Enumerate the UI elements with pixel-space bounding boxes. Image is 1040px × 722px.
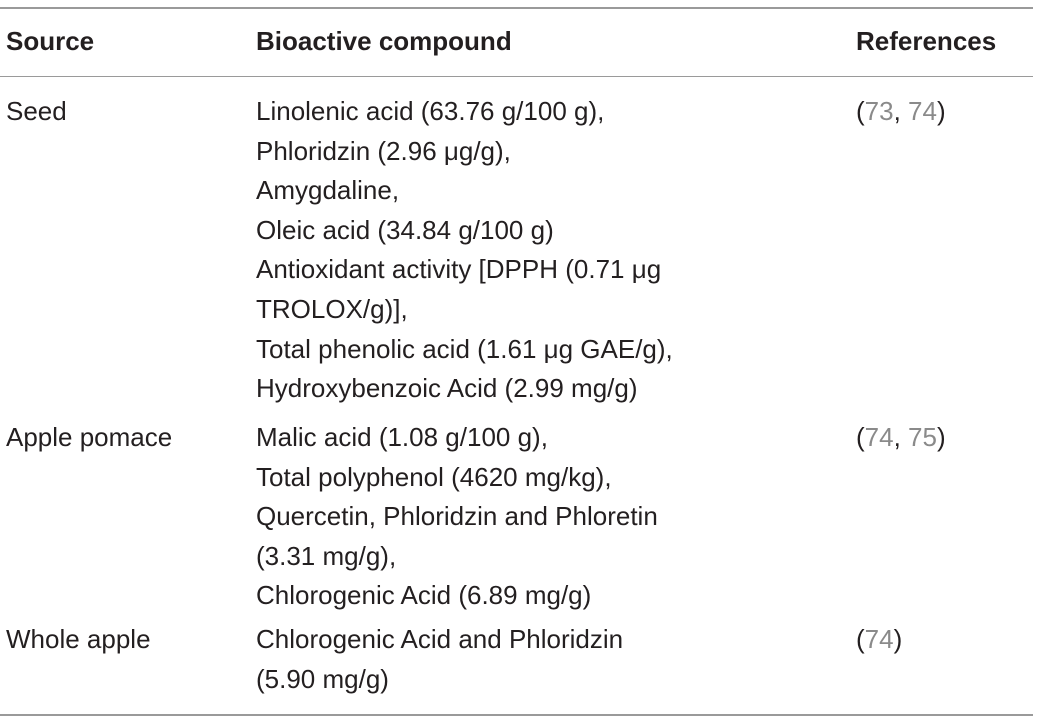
reference-link[interactable]: 74: [864, 422, 894, 452]
compound-line: Malic acid (1.08 g/100 g),: [256, 422, 548, 452]
compound-line: Total phenolic acid (1.61 μg GAE/g),: [256, 333, 673, 364]
source-cell: Apple pomace: [6, 422, 173, 452]
compound-line: TROLOX/g)],: [256, 293, 408, 324]
ref-close-paren: ): [936, 96, 946, 126]
references-cell: [856, 418, 946, 458]
ref-open-paren: (: [856, 422, 865, 452]
compound-line: Hydroxybenzoic Acid (2.99 mg/g): [256, 373, 638, 404]
compound-line: Chlorogenic Acid and Phloridzin: [256, 624, 624, 654]
references-cell: [856, 92, 946, 132]
table-top-rule: [0, 7, 1033, 9]
compound-line: Total polyphenol (4620 mg/kg),: [256, 461, 612, 492]
header-bioactive-compound: Bioactive compound: [256, 26, 512, 56]
reference-link[interactable]: 74: [908, 96, 937, 126]
table-header-rule: [0, 76, 1033, 77]
compound-cell: [256, 418, 658, 616]
ref-open-paren: (: [856, 624, 865, 654]
ref-close-paren: ): [936, 422, 946, 452]
compound-cell: [256, 620, 623, 699]
table-bottom-rule: [0, 714, 1033, 716]
source-cell: Seed: [6, 96, 67, 126]
reference-link[interactable]: 75: [908, 422, 937, 452]
source-cell: Whole apple: [6, 624, 151, 654]
compound-line: Chlorogenic Acid (6.89 mg/g): [256, 580, 592, 611]
compound-line: (5.90 mg/g): [256, 663, 389, 694]
reference-link[interactable]: 74: [864, 624, 894, 654]
header-references: References: [856, 26, 997, 56]
ref-open-paren: (: [856, 96, 865, 126]
compound-line: Phloridzin (2.96 μg/g),: [256, 135, 511, 166]
compound-line: Amygdaline,: [256, 175, 400, 206]
compound-line: Quercetin, Phloridzin and Phloretin: [256, 501, 658, 532]
header-source: Source: [6, 26, 95, 56]
compound-line: Antioxidant activity [DPPH (0.71 μg: [256, 254, 662, 285]
references-cell: [856, 620, 902, 660]
compound-cell: [256, 92, 673, 409]
compound-line: Oleic acid (34.84 g/100 g): [256, 214, 554, 245]
ref-separator: ,: [893, 96, 909, 126]
ref-close-paren: ): [893, 624, 903, 654]
reference-link[interactable]: 73: [864, 96, 894, 126]
compound-line: (3.31 mg/g),: [256, 540, 397, 571]
compound-line: Linolenic acid (63.76 g/100 g),: [256, 96, 605, 126]
ref-separator: ,: [893, 422, 909, 452]
